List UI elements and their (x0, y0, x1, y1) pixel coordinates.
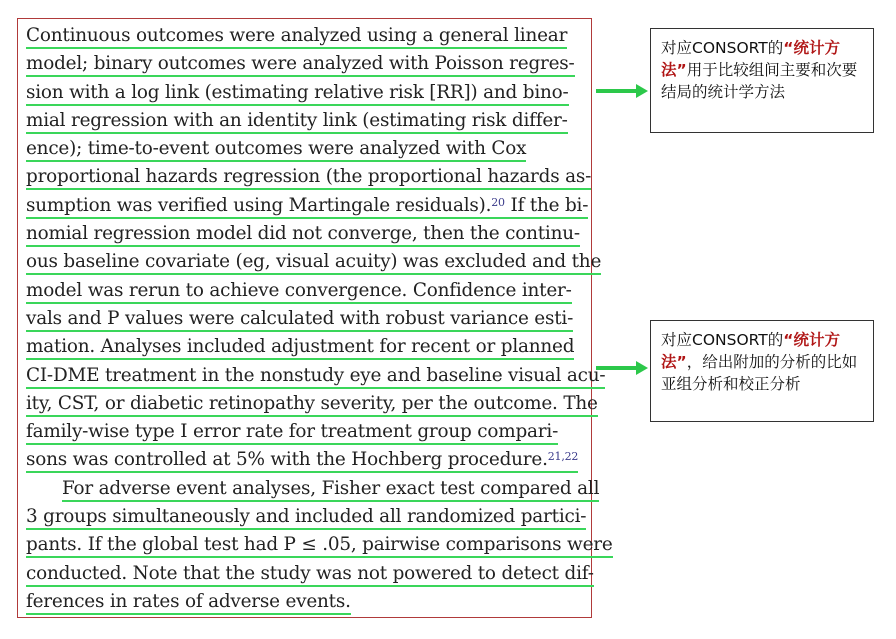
annotation-box: 对应CONSORT的“统计方法”用于比较组间主要和次要结局的统计学方法 (650, 28, 874, 133)
text-line: Continuous outcomes were analyzed using a general linear (26, 23, 591, 51)
text-line: mial regression with an identity link (estimating risk differ- (26, 108, 591, 136)
arrow-right-icon (594, 80, 650, 102)
citation-superscript: 20 (491, 195, 505, 209)
article-excerpt (17, 18, 613, 618)
annotation-box: 对应CONSORT的“统计方法”，给出附加的分析的比如亚组分析和校正分析 (650, 320, 874, 422)
text-line: ous baseline covariate (eg, visual acuity) was excluded and the (26, 249, 591, 277)
text-line: proportional hazards regression (the proportional hazards as- (26, 164, 591, 192)
citation-superscript: 21,22 (547, 450, 579, 464)
text-line: nomial regression model did not converge, then the continu- (26, 221, 591, 249)
text-line: family-wise type I error rate for treatment group compari- (26, 419, 591, 447)
text-line: sumption was verified using Martingale residuals).$^{20}$ If the bi- (26, 193, 591, 221)
text-line: ferences in rates of adverse events. (26, 589, 591, 617)
text-line: CI-DME treatment in the nonstudy eye and baseline visual acu- (26, 363, 591, 391)
text-line: sons was controlled at 5% with the Hochberg procedure.$^{21,22}$ (26, 447, 591, 475)
text-line: ity, CST, or diabetic retinopathy severity, per the outcome. The (26, 391, 591, 419)
text-line: vals and P values were calculated with robust variance esti- (26, 306, 591, 334)
text-line: ence); time-to-event outcomes were analyzed with Cox (26, 136, 591, 164)
text-line: 3 groups simultaneously and included all randomized partici- (26, 504, 591, 532)
text-line: model was rerun to achieve convergence. Confidence inter- (26, 278, 591, 306)
text-line: model; binary outcomes were analyzed with Poisson regres- (26, 51, 591, 79)
text-line: For adverse event analyses, Fisher exact test compared all (26, 476, 591, 504)
text-line: mation. Analyses included adjustment for recent or planned (26, 334, 591, 362)
arrow-right-icon (594, 357, 650, 379)
text-line: pants. If the global test had P ≤ .05, pairwise comparisons were (26, 532, 591, 560)
text-line: conducted. Note that the study was not powered to detect dif- (26, 561, 591, 589)
text-line: sion with a log link (estimating relative risk [RR]) and bino- (26, 80, 591, 108)
